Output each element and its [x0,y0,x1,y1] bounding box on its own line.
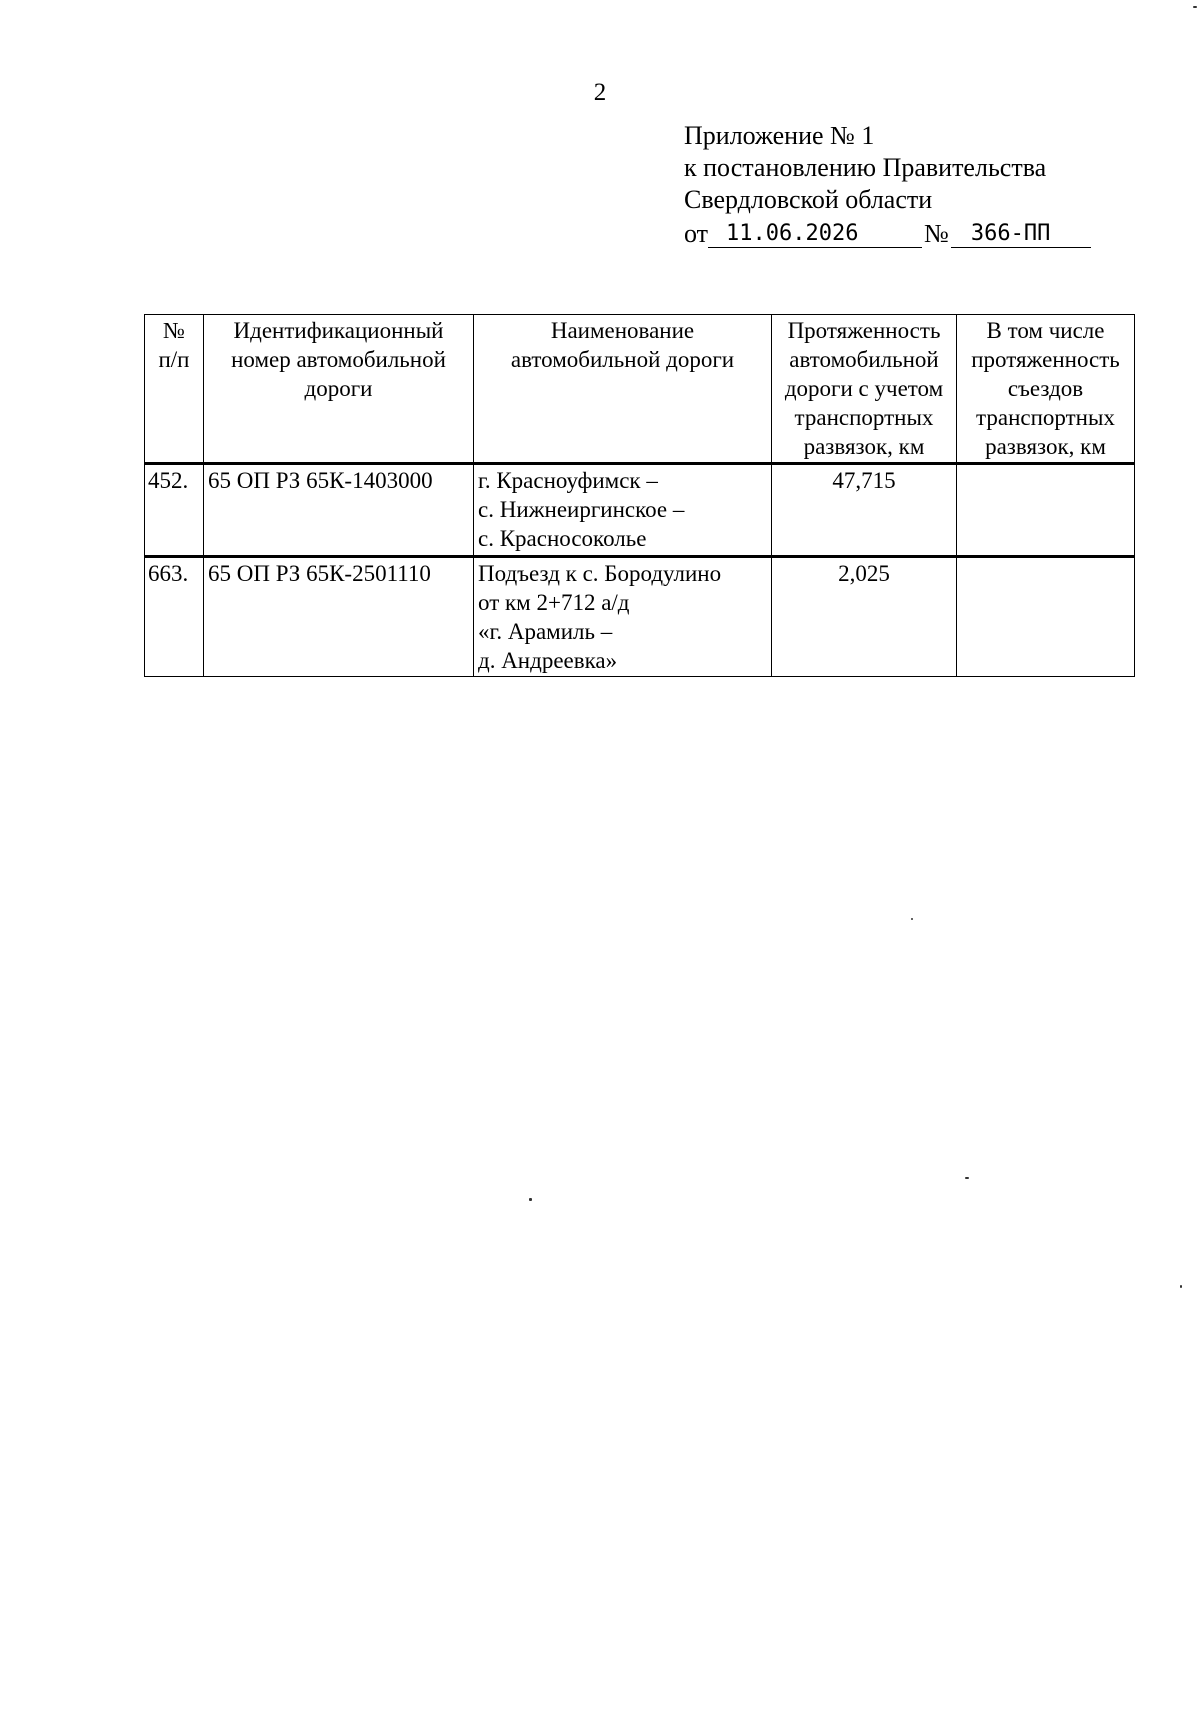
date-prefix: от [684,219,709,248]
resolution-date: 11.06.2026 [708,221,922,248]
scan-speck [1180,1285,1182,1288]
appendix-header [684,120,1124,250]
scan-speck [911,918,913,920]
header-cell-num: № п/п [145,315,204,464]
appendix-region: Свердловской области [684,185,933,214]
header-cell-length: Протяженность автомобильной дороги с учетом транспортных развязок, км [772,315,957,464]
ramps-length [957,557,1135,677]
header-cell-name: Наименование автомобильной дороги [474,315,772,464]
header-cell-ramps: В том числе протяженность съездов транспортных развязок, км [957,315,1135,464]
appendix-title: Приложение № 1 [684,121,875,150]
road-length: 47,715 [772,464,957,557]
scan-speck [529,1198,532,1201]
row-number: 452. [145,464,204,557]
page-number: 2 [593,79,607,106]
resolution-number: 366-ПП [951,221,1091,248]
appendix-resolution-ref: к постановлению Правительства [684,153,1047,182]
road-name: Подъезд к с. Бородулино от км 2+712 а/д «г. Арамиль – д. Андреевка» [474,557,772,677]
road-length: 2,025 [772,557,957,677]
ramps-length [957,464,1135,557]
scan-speck [1193,6,1197,8]
table-header-row [145,315,1135,464]
header-cell-id: Идентификационный номер автомобильной дороги [204,315,474,464]
roads-table [144,314,1135,677]
table-row [145,464,1135,557]
number-label: № [924,219,949,248]
table-row [145,557,1135,677]
road-id: 65 ОП РЗ 65К-2501110 [204,557,474,677]
road-name: г. Красноуфимск – с. Нижнеиргинское – с. Красносоколье [474,464,772,557]
scan-speck [965,1177,969,1179]
road-id: 65 ОП РЗ 65К-1403000 [204,464,474,557]
row-number: 663. [145,557,204,677]
appendix-date-number-row [684,216,1124,250]
